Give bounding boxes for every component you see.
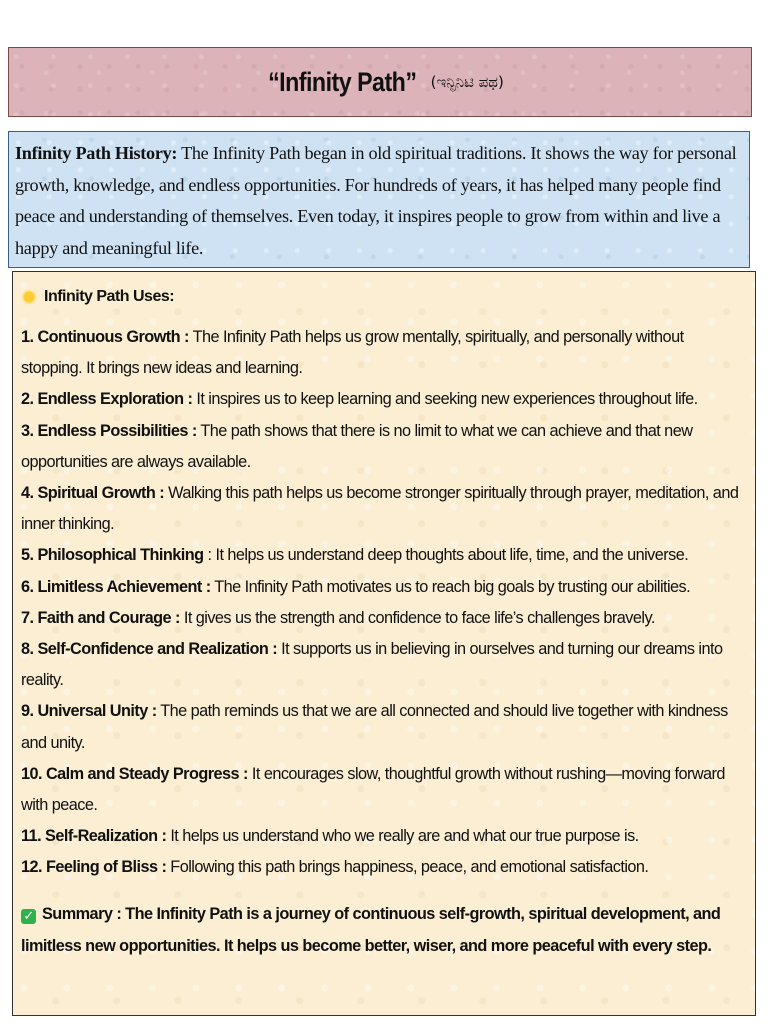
list-item bbox=[21, 322, 747, 384]
list-item bbox=[21, 696, 747, 758]
history-section bbox=[8, 131, 750, 268]
title-banner bbox=[8, 47, 752, 117]
list-item bbox=[21, 821, 747, 852]
list-item-label: 7. Faith and Courage : bbox=[21, 608, 180, 627]
list-item bbox=[21, 634, 747, 696]
list-item-label: 6. Limitless Achievement : bbox=[21, 577, 211, 596]
summary bbox=[21, 898, 747, 962]
list-item-text: It encourages slow, thoughtful growth without rushing—moving forward with peace. bbox=[21, 764, 725, 815]
list-item-text: The path shows that there is no limit to what we can achieve and that new opportunities are always available. bbox=[21, 421, 693, 471]
list-item bbox=[21, 384, 747, 415]
page-subtitle: (ಇನ್ಫಿನಿಟಿ ಪಥ) bbox=[430, 73, 504, 91]
list-item-label: 12. Feeling of Bliss : bbox=[21, 858, 167, 877]
list-item bbox=[21, 478, 747, 540]
history-paragraph bbox=[15, 138, 743, 264]
list-item bbox=[21, 759, 747, 821]
uses-heading-text: Infinity Path Uses: bbox=[44, 288, 175, 305]
uses-heading bbox=[21, 282, 747, 312]
history-text: The Infinity Path began in old spiritual traditions. It shows the way for personal growth, knowledge, and endless opportunities. For hundreds of years, it has helped many people find peace and understanding of themselves. Even today, it inspires people to grow from within and live a happy and meaningful life. bbox=[15, 143, 737, 258]
page-title: “Infinity Path” bbox=[268, 66, 417, 97]
list-item-label: 1. Continuous Growth : bbox=[21, 328, 189, 346]
list-item-text: The Infinity Path helps us grow mentally, spiritually, and personally without stopping. It brings new ideas and learning. bbox=[21, 328, 684, 378]
list-item bbox=[21, 852, 747, 883]
list-item-label: 8. Self-Confidence and Realization : bbox=[21, 640, 278, 659]
list-item-text: It helps us understand who we really are and what our true purpose is. bbox=[166, 827, 639, 846]
list-item-text: The Infinity Path motivates us to reach big goals by trusting our abilities. bbox=[210, 577, 691, 596]
list-item-text: Walking this path helps us become stronger spiritually through prayer, meditation, and inner thinking. bbox=[21, 484, 739, 534]
list-item-text: Following this path brings happiness, peace, and emotional satisfaction. bbox=[166, 858, 649, 877]
list-item-text: It gives us the strength and confidence to face life’s challenges bravely. bbox=[179, 608, 655, 627]
list-item bbox=[21, 572, 747, 603]
check-icon: ✓ bbox=[21, 909, 36, 924]
list-item-label: 5. Philosophical Thinking bbox=[21, 546, 204, 565]
list-item-text: It inspires us to keep learning and seeking new experiences throughout life. bbox=[192, 390, 698, 409]
list-item-label: 2. Endless Exploration : bbox=[21, 390, 193, 409]
uses-section bbox=[12, 271, 756, 1016]
list-item-label: 4. Spiritual Growth : bbox=[21, 484, 165, 503]
list-item bbox=[21, 416, 747, 478]
list-item bbox=[21, 540, 747, 571]
sun-icon bbox=[21, 289, 37, 305]
list-item-label: 3. Endless Possibilities : bbox=[21, 421, 197, 440]
list-item bbox=[21, 603, 747, 634]
list-item-label: 11. Self-Realization : bbox=[21, 827, 167, 846]
uses-list bbox=[21, 322, 747, 884]
history-label: Infinity Path History: bbox=[15, 143, 178, 163]
list-item-text: It supports us in believing in ourselves and turning our dreams into reality. bbox=[21, 640, 723, 690]
list-item-text: : It helps us understand deep thoughts about life, time, and the universe. bbox=[203, 546, 689, 565]
list-item-label: 10. Calm and Steady Progress : bbox=[21, 764, 248, 783]
summary-text: Summary : The Infinity Path is a journey of continuous self-growth, spiritual development, and limitless new opportunities. It helps us become better, wiser, and more peaceful with every step. bbox=[21, 904, 721, 955]
list-item-text: The path reminds us that we are all connected and should live together with kindness and unity. bbox=[21, 702, 728, 752]
list-item-label: 9. Universal Unity : bbox=[21, 702, 157, 721]
